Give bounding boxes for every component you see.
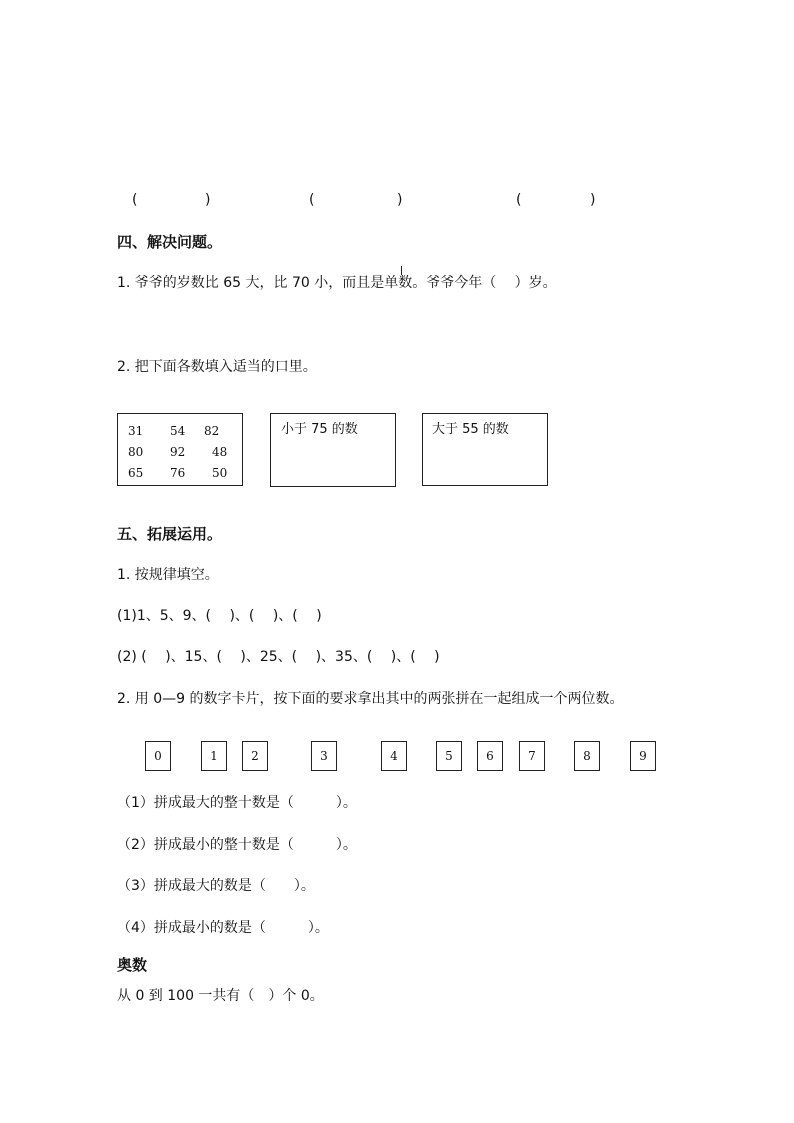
- sub-question-1: （1）拼成最大的整十数是（ ）。: [117, 795, 357, 811]
- question-5-1-1: (1)1、5、9、( )、( )、( ): [117, 608, 322, 624]
- question-5-2: 2. 用 0—9 的数字卡片，按下面的要求拿出其中的两张拼在一起组成一个两位数。: [117, 691, 624, 707]
- section-5-heading: 五、拓展运用。: [117, 525, 223, 543]
- less-than-75-box: [270, 413, 396, 487]
- question-4-2: 2. 把下面各数填入适当的口里。: [117, 359, 317, 375]
- number-cell: 54: [170, 424, 186, 438]
- number-cell: 50: [212, 466, 228, 480]
- greater-than-55-label: 大于 55 的数: [432, 422, 509, 437]
- paren-close-2: ): [397, 192, 403, 208]
- olympiad-question: 从 0 到 100 一共有（ ）个 0。: [117, 988, 324, 1004]
- paren-close-3: ): [590, 192, 596, 208]
- sub-question-2: （2）拼成最小的整十数是（ ）。: [117, 837, 357, 853]
- number-cell: 31: [128, 424, 144, 438]
- digit-card-2: 2: [242, 741, 268, 771]
- number-cell: 65: [128, 466, 144, 480]
- question-5-1: 1. 按规律填空。: [117, 567, 219, 583]
- digit-card-3: 3: [311, 741, 337, 771]
- paren-open-3: (: [516, 192, 522, 208]
- paren-open-2: (: [309, 192, 315, 208]
- number-cell: 82: [204, 424, 220, 438]
- number-cell: 80: [128, 445, 144, 459]
- digit-card-7: 7: [519, 741, 545, 771]
- digit-card-5: 5: [436, 741, 462, 771]
- sub-question-3: （3）拼成最大的数是（ ）。: [117, 878, 315, 894]
- digit-card-0: 0: [145, 741, 171, 771]
- question-4-1: 1. 爷爷的岁数比 65 大，比 70 小，而且是单数。爷爷今年（ ）岁。: [117, 275, 557, 291]
- digit-card-8: 8: [574, 741, 600, 771]
- numbers-box: [117, 413, 243, 486]
- number-cell: 92: [170, 445, 186, 459]
- sub-question-4: （4）拼成最小的数是（ ）。: [117, 920, 329, 936]
- section-4-heading: 四、解决问题。: [117, 233, 223, 251]
- number-cell: 76: [170, 466, 186, 480]
- digit-card-4: 4: [381, 741, 407, 771]
- olympiad-heading: 奥数: [117, 956, 148, 974]
- paren-close-1: ): [205, 192, 211, 208]
- digit-card-9: 9: [630, 741, 656, 771]
- less-than-75-label: 小于 75 的数: [281, 422, 358, 437]
- question-5-1-2: (2) ( )、15、( )、25、( )、35、( )、( ): [117, 649, 440, 665]
- number-cell: 48: [212, 445, 228, 459]
- greater-than-55-box: [422, 413, 548, 486]
- digit-card-6: 6: [477, 741, 503, 771]
- digit-card-1: 1: [201, 741, 227, 771]
- paren-open-1: (: [132, 192, 138, 208]
